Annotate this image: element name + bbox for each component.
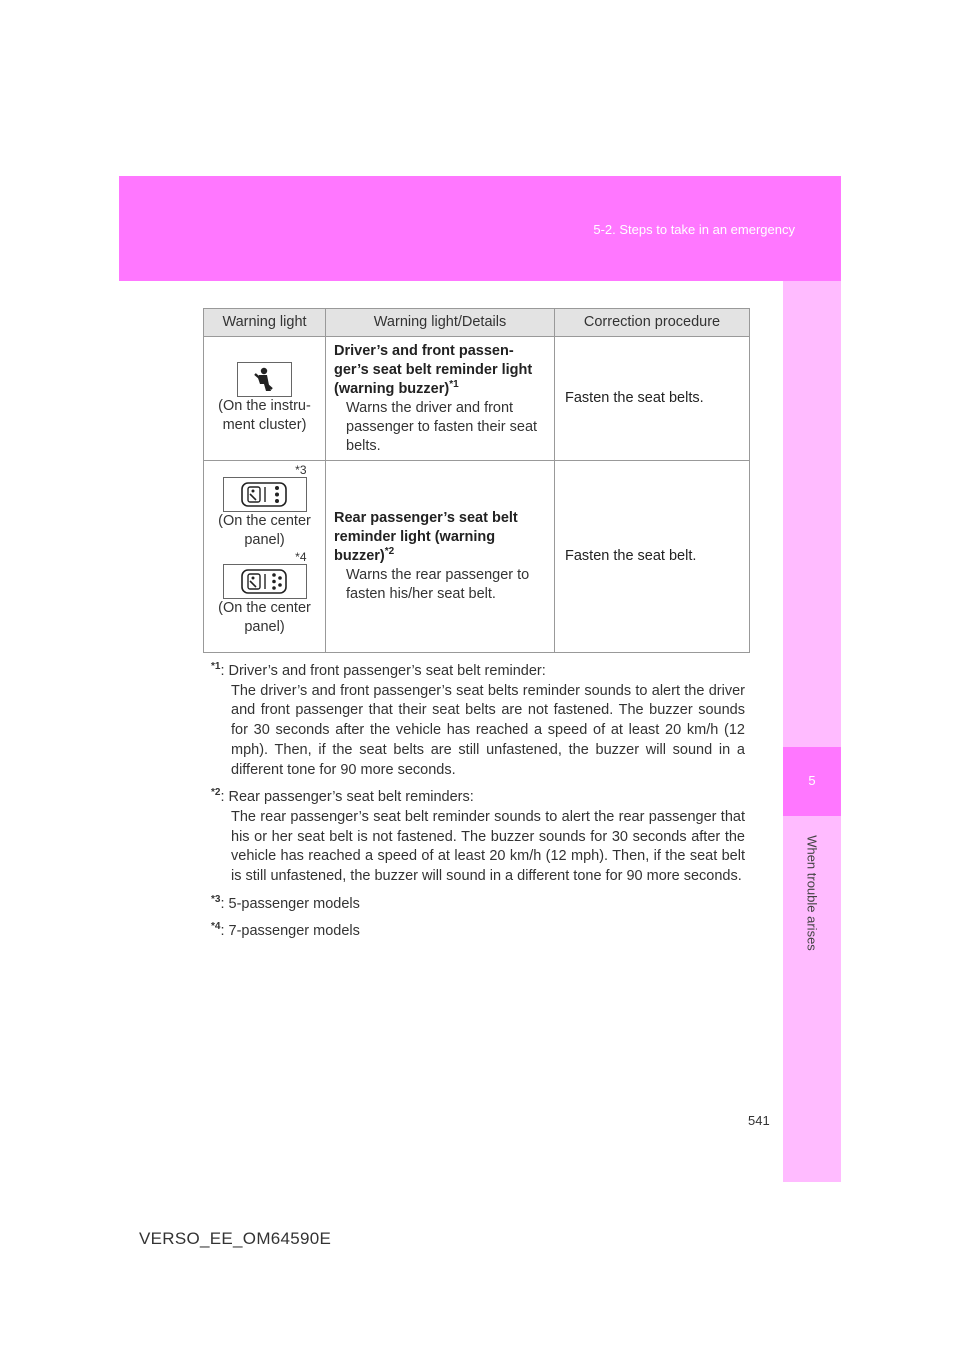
warning-light-title [334,509,546,566]
footnote-item [211,922,745,942]
warning-light-location: (On the center panel) [218,599,311,635]
footnote-mark: *1 [211,661,221,673]
chapter-side-tab [783,281,841,1182]
warning-light-table [203,308,750,653]
chapter-number-box [783,747,841,816]
column-header-details: Warning light/Details [326,309,555,337]
icon-variant-7-passenger [223,549,307,599]
warning-light-title-text: Rear passenger’s seat belt reminder light (warning buzzer) [334,510,518,564]
footnote-mark: *4 [295,549,307,564]
details-cell [326,337,555,461]
table-row [204,337,750,461]
footnotes [211,662,745,950]
footnote-body: The driver’s and front passenger’s seat belts reminder sounds to alert the driver and front passenger that their seat belts are not fastened. The buzzer sounds for 30 seconds after the vehicle has reached a speed of at least 20 km/h (12 mph). Then, if the seat belts are still unfastened, the buzzer will sound in a different tone for 90 more seconds. [231,682,745,778]
warning-light-title [334,342,546,399]
footnote-heading [211,788,745,808]
footnote-mark: *2 [384,546,395,558]
footnote-mark: *3 [295,462,307,477]
table-header-row [204,309,750,337]
details-cell [326,461,555,653]
footnote-mark: *3 [211,893,221,905]
icon-variant-5-passenger [223,462,307,512]
footnote-mark: *1 [449,378,459,390]
footnote-body: The rear passenger’s seat belt reminder sounds to alert the rear passenger that his or her seat belt is not fastened. The buzzer sounds for 30 seconds after the vehicle has reached a speed of at least 20 km/h (12 mph). Then, if the seat belt is still unfastened, the buzzer will sound in a different tone for 90 more seconds. [231,808,745,885]
footnote-heading [211,662,745,682]
footnote-heading [211,895,745,915]
rear-seat-belt-panel-5-icon [223,477,307,512]
seat-belt-reminder-icon [237,362,292,397]
footnote-heading-text: : Driver’s and front passenger’s seat belt reminder: [220,663,546,679]
warning-light-details: Warns the driver and front passenger to fasten their seat belts. [346,399,538,454]
page-number: 541 [748,1113,770,1128]
section-title: 5-2. Steps to take in an emergency [593,222,795,237]
footnote-heading-text: : Rear passenger’s seat belt reminders: [220,789,474,806]
warning-light-details: Warns the rear passenger to fasten his/her seat belt. [346,567,530,602]
correction-cell: Fasten the seat belts. [555,337,750,461]
warning-light-cell [204,337,326,461]
footnote-heading-text: : 7-passenger models [220,923,360,940]
chapter-number: 5 [808,773,816,788]
column-header-correction: Correction procedure [555,309,750,337]
table-row [204,461,750,653]
footnote-heading-text: : 5-passenger models [220,895,360,912]
footnote-mark: *4 [211,921,221,933]
warning-light-location: (On the center panel) [218,512,311,548]
warning-light-location: (On the instru-ment cluster) [218,398,311,433]
rear-seat-belt-panel-7-icon [223,564,307,599]
warning-light-cell [204,461,326,653]
footnote-item [211,788,745,887]
column-header-warning-light: Warning light [204,309,326,337]
chapter-title: When trouble arises [804,835,820,951]
footnote-item [211,662,745,780]
footnote-mark: *2 [211,787,221,799]
warning-light-title-text: Driver’s and front passen-ger’s seat belt reminder light (warning buzzer) [334,342,533,397]
footnote-heading [211,922,745,942]
footnote-item [211,895,745,915]
correction-cell: Fasten the seat belt. [555,461,750,653]
header-band [119,176,841,281]
document-code: VERSO_EE_OM64590E [139,1229,332,1248]
